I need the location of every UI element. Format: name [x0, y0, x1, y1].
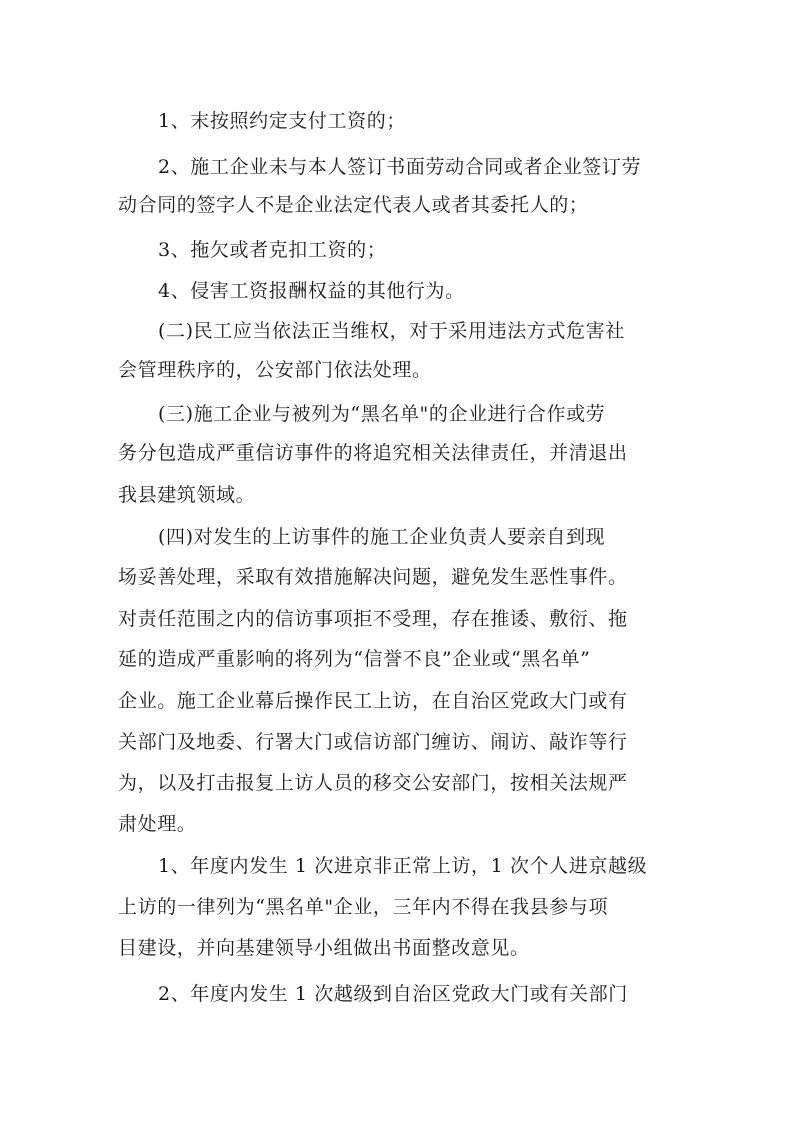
paragraph-line-18: 肃处理。: [118, 813, 197, 835]
paragraph-line-19: 1、年度内发生 1 次进京非正常上访，1 次个人进京越级: [158, 855, 648, 877]
paragraph-line-3: 动合同的签字人不是企业法定代表人或者其委托人的；: [118, 194, 589, 216]
paragraph-line-9: 务分包造成严重信访事件的将追究相关法律责任，并清退出: [118, 442, 628, 464]
paragraph-line-21: 目建设，并向基建领导小组做出书面整改意见。: [118, 937, 530, 959]
paragraph-line-6: (二)民工应当依法正当维权，对于采用违法方式危害社: [158, 320, 625, 342]
paragraph-line-5: 4、侵害工资报酬权益的其他行为。: [158, 280, 465, 302]
paragraph-line-2: 2、施工企业未与本人签订书面劳动合同或者企业签订劳: [158, 156, 642, 178]
paragraph-line-16: 关部门及地委、行署大门或信访部门缠访、闹访、敲诈等行: [118, 731, 628, 753]
paragraph-line-22: 2、年度内发生 1 次越级到自治区党政大门或有关部门: [158, 983, 628, 1005]
paragraph-line-20: 上访的一律列为“黑名单"企业，三年内不得在我县参与项: [118, 896, 609, 918]
paragraph-line-11: (四)对发生的上访事件的施工企业负责人要亲自到现: [158, 526, 606, 548]
paragraph-line-12: 场妥善处理，采取有效措施解决问题，避免发生恶性事件。: [118, 566, 628, 588]
paragraph-line-7: 会管理秩序的，公安部门依法处理。: [118, 359, 432, 381]
paragraph-line-14: 延的造成严重影响的将列为“信誉不良”企业或“黑名单”: [118, 648, 591, 670]
paragraph-line-13: 对责任范围之内的信访事项拒不受理，存在推诿、敷衍、拖: [118, 608, 628, 630]
paragraph-line-1: 1、末按照约定支付工资的；: [158, 110, 406, 132]
paragraph-line-4: 3、拖欠或者克扣工资的；: [158, 239, 387, 261]
paragraph-line-15: 企业。施工企业幕后操作民工上访，在自治区党政大门或有: [118, 690, 628, 712]
paragraph-line-17: 为，以及打击报复上访人员的移交公安部门，按相关法规严: [118, 772, 628, 794]
paragraph-line-10: 我县建筑领域。: [118, 484, 256, 506]
paragraph-line-8: (三)施工企业与被列为“黑名单"的企业进行合作或劳: [158, 403, 606, 425]
